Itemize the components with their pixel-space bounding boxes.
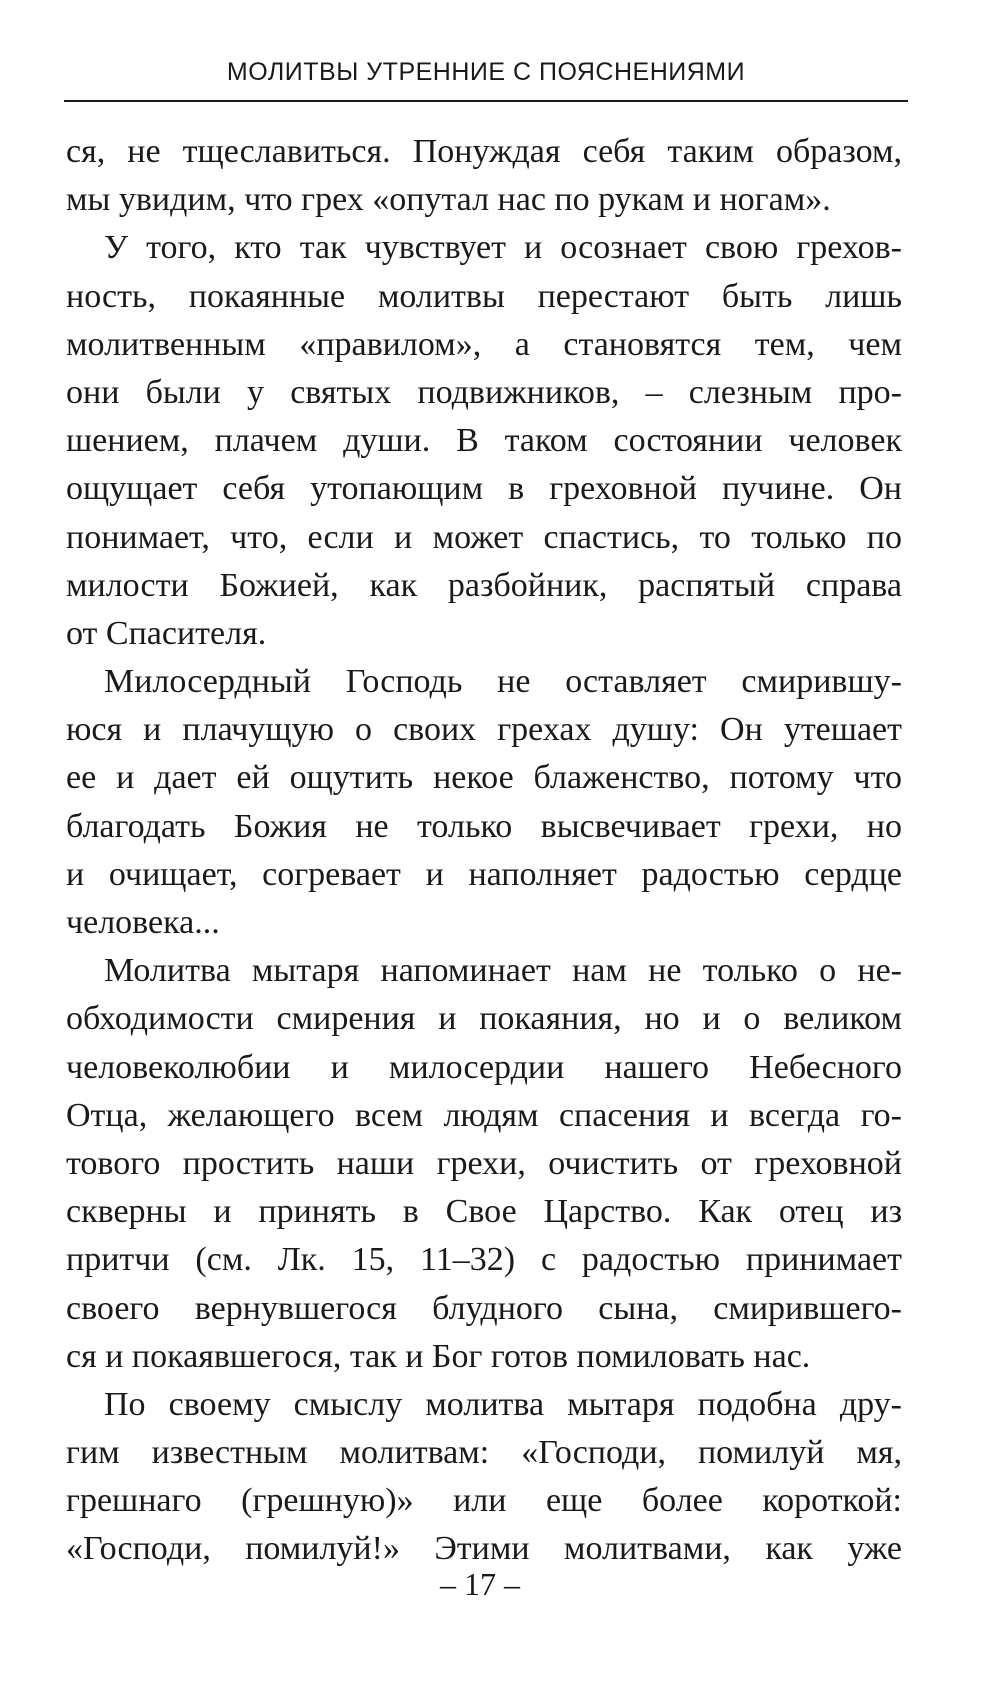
text-line: шением, плачем души. В таком состоянии человек (66, 422, 902, 460)
text-line: благодать Божия не только высвечивает грехи, но (66, 807, 902, 845)
text-line: Милосердный Господь не оставляет смирившу- (104, 663, 902, 701)
text-line: По своему смыслу молитва мытаря подобна дру- (104, 1385, 902, 1423)
text-line: грешнаго (грешную)» или еще более короткой: (66, 1482, 902, 1520)
text-line: человеколюбии и милосердии нашего Небесного (66, 1048, 902, 1086)
text-line: притчи (см. Лк. 15, 11–32) с радостью принимает (66, 1241, 902, 1279)
text-line: ощущает себя утопающим в греховной пучине. Он (66, 470, 902, 508)
text-line: они были у святых подвижников, – слезным про- (66, 373, 902, 411)
text-line: своего вернувшегося блудного сына, смирившего- (66, 1289, 902, 1327)
text-line: ся и покаявшегося, так и Бог готов помиловать нас. (66, 1337, 811, 1375)
text-line: милости Божией, как разбойник, распятый справа (66, 566, 902, 604)
text-line: Отца, желающего всем людям спасения и всегда го- (66, 1096, 902, 1134)
text-line: человека... (66, 904, 220, 941)
text-line: «Господи, помилуй!» Этими молитвами, как уже (66, 1530, 902, 1568)
text-line: Молитва мытаря напоминает нам не только о не- (104, 952, 902, 990)
text-line: мы увидим, что грех «опутал нас по рукам и ногам». (66, 181, 831, 219)
text-line: ся, не тщеславиться. Понуждая себя таким образом, (66, 133, 902, 170)
text-line: тового простить наши грехи, очистить от греховной (66, 1144, 902, 1182)
text-line: У того, кто так чувствует и осознает свою грехов- (104, 229, 902, 267)
text-line: скверны и принять в Свое Царство. Как отец из (66, 1193, 902, 1231)
text-line: молитвенным «правилом», а становятся тем, чем (66, 325, 902, 363)
running-head: МОЛИТВЫ УТРЕННИЕ С ПОЯСНЕНИЯМИ (226, 58, 746, 86)
text-line: гим известным молитвам: «Господи, помилуй мя, (66, 1434, 902, 1472)
text-line: понимает, что, если и может спастись, то только по (66, 518, 902, 556)
text-line: ность, покаянные молитвы перестают быть лишь (66, 277, 902, 315)
header-rule (64, 100, 908, 102)
text-line: юся и плачущую о своих грехах душу: Он утешает (66, 711, 902, 749)
text-line: обходимости смирения и покаяния, но и о великом (66, 1000, 902, 1038)
page-number: – 17 – (440, 1566, 520, 1602)
text-line: ее и дает ей ощутить некое блаженство, потому что (66, 759, 902, 797)
text-line: от Спасителя. (66, 614, 267, 652)
body-text (66, 128, 902, 1574)
text-line: и очищает, согревает и наполняет радостью сердце (66, 855, 902, 893)
